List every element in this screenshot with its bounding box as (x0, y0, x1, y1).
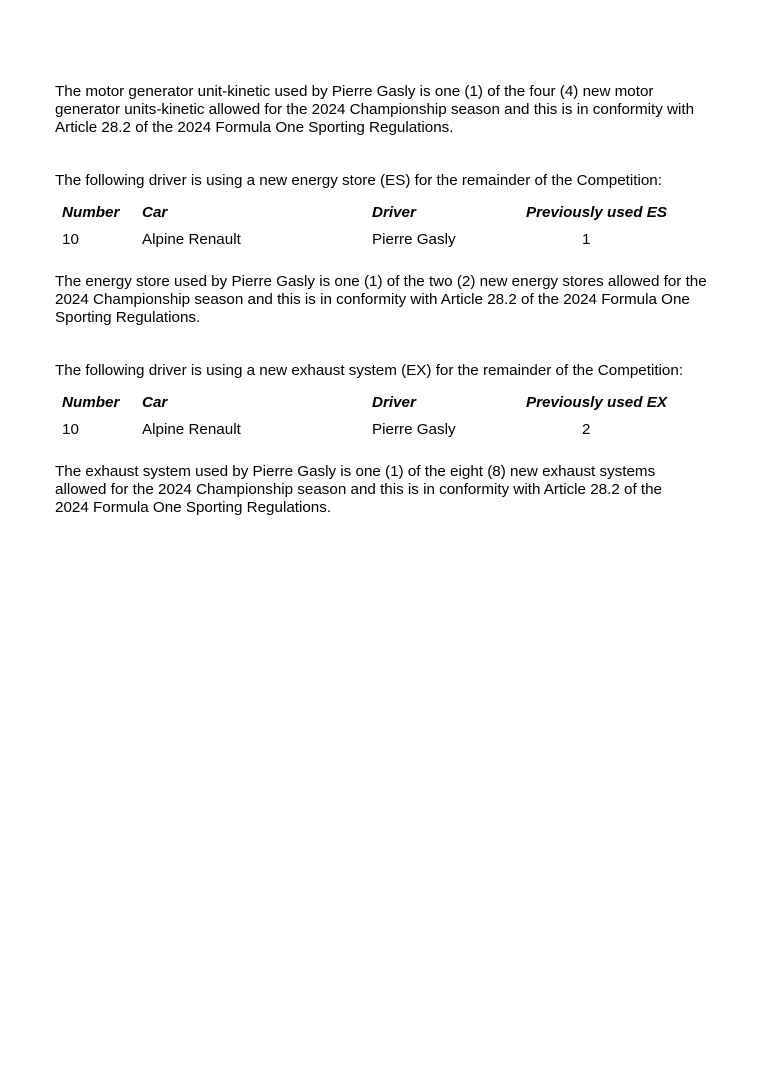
ex-cell-number: 10 (62, 421, 79, 438)
es-header-number: Number (62, 204, 120, 221)
ex-header-car: Car (142, 394, 168, 411)
ex-note-paragraph: The exhaust system used by Pierre Gasly is one (1) of the eight (8) new exhaust systems allowed for the 2024 Championship season and this is in conformity with Article 28.2 of the 2024 Formula One Sporting Regulations. (55, 463, 662, 516)
ex-cell-car: Alpine Renault (142, 421, 241, 438)
ex-cell-previously-used: 2 (582, 421, 591, 438)
es-table (55, 204, 720, 258)
es-header-previously-used: Previously used ES (526, 204, 667, 221)
es-header-driver: Driver (372, 204, 416, 221)
table-row (55, 231, 720, 258)
es-cell-number: 10 (62, 231, 79, 248)
es-cell-car: Alpine Renault (142, 231, 241, 248)
es-cell-previously-used: 1 (582, 231, 591, 248)
mgu-k-paragraph: The motor generator unit-kinetic used by Pierre Gasly is one (1) of the four (4) new motor generator units-kinetic allowed for the 2024 Championship season and this is in conformity with Article 28.2 of the 2024 Formula One Sporting Regulations. (55, 83, 695, 136)
table-row (55, 421, 720, 448)
ex-table-header-row (55, 394, 720, 421)
ex-header-driver: Driver (372, 394, 416, 411)
es-cell-driver: Pierre Gasly (372, 231, 456, 248)
ex-header-number: Number (62, 394, 120, 411)
es-note-paragraph: The energy store used by Pierre Gasly is one (1) of the two (2) new energy stores allowed for the 2024 Championship season and this is in conformity with Article 28.2 of the 2024 Formula One Sporting Regulations. (55, 273, 707, 326)
es-header-car: Car (142, 204, 168, 221)
ex-cell-driver: Pierre Gasly (372, 421, 456, 438)
es-intro-paragraph: The following driver is using a new energy store (ES) for the remainder of the Competition: (55, 172, 662, 189)
document-page (55, 83, 720, 517)
es-table-header-row (55, 204, 720, 231)
ex-table (55, 394, 720, 448)
ex-header-previously-used: Previously used EX (526, 394, 667, 411)
ex-intro-paragraph: The following driver is using a new exhaust system (EX) for the remainder of the Competition: (55, 362, 684, 379)
